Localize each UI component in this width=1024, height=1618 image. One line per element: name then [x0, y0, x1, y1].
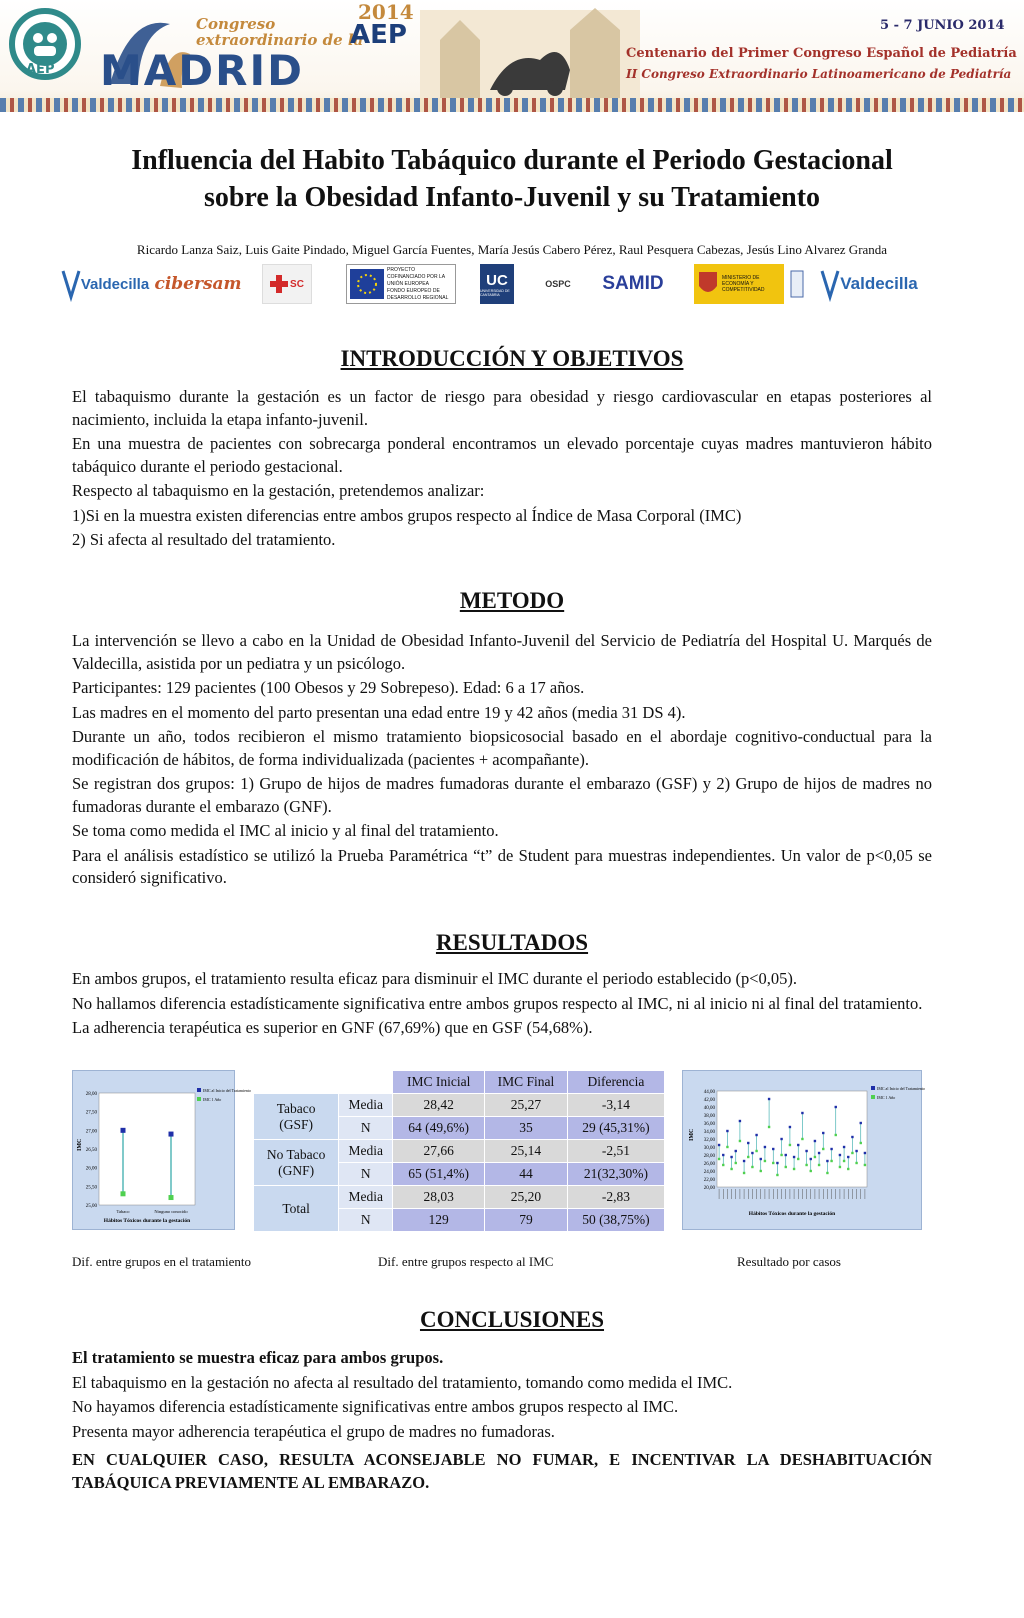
table-cell: 35: [484, 1117, 567, 1140]
y-tick-label: 25,50: [85, 1185, 97, 1191]
y-tick-label: 30,00: [703, 1146, 715, 1151]
data-point: [169, 1132, 174, 1137]
data-point: [847, 1156, 849, 1158]
data-point: [780, 1138, 782, 1140]
chart-group-difference: [72, 1070, 251, 1230]
table-cell: 21(32,30%): [567, 1163, 664, 1186]
y-axis-label: IMC: [77, 1138, 83, 1151]
metodo-paragraph: Para el análisis estadístico se utilizó la Prueba Paramétrica “t” de Student para muestras independientes. Un valor de p<0,05 se consideró significativo.: [72, 845, 932, 887]
table-cell: 65 (51,4%): [393, 1163, 485, 1186]
data-point: [776, 1162, 778, 1164]
metodo-paragraph: Se registran dos grupos: 1) Grupo de hijos de madres fumadoras durante el embarazo (GSF) y 2) Grupo de hijos de madres no fumadoras durante el embarazo (GNF).: [72, 774, 932, 816]
decorative-frieze: [0, 98, 1024, 112]
eu-flag-icon: [350, 269, 384, 299]
metodo-paragraph: Se toma como medida el IMC al inicio y al final del tratamiento.: [72, 821, 499, 840]
data-point: [797, 1144, 799, 1146]
data-point: [169, 1195, 174, 1200]
data-point: [818, 1164, 820, 1166]
valdecilla-logo: Valdecilla: [66, 264, 144, 304]
data-point: [860, 1142, 862, 1144]
data-point: [864, 1152, 866, 1154]
data-point: [730, 1168, 732, 1170]
x-axis-label: Hábitos Tóxicos durante la gestación: [103, 1218, 191, 1224]
data-point: [793, 1156, 795, 1158]
ospc-logo: OSPC: [545, 279, 571, 289]
metodo-heading: METODO: [459, 588, 565, 613]
y-tick-label: 42,00: [703, 1098, 715, 1103]
data-point: [726, 1130, 728, 1132]
table-cell: 25,14: [484, 1140, 567, 1163]
y-tick-label: 27,00: [85, 1129, 97, 1135]
intro-objective-2: 2) Si afecta al resultado del tratamiento.: [72, 530, 336, 549]
data-point: [835, 1134, 837, 1136]
y-tick-label: 26,00: [85, 1166, 97, 1172]
scs-logo: SC: [262, 264, 312, 304]
data-point: [851, 1136, 853, 1138]
data-point: [843, 1160, 845, 1162]
chart-results-by-case-svg: [683, 1071, 925, 1229]
aep-brand: AEP: [350, 20, 407, 50]
data-point: [751, 1152, 753, 1154]
plot-area: [99, 1093, 195, 1205]
red-cross-icon: [270, 275, 288, 293]
y-tick-label: 26,50: [85, 1148, 97, 1153]
y-tick-label: 24,00: [703, 1170, 715, 1175]
caption-chart-1: Dif. entre grupos en el tratamiento: [72, 1254, 252, 1269]
legend-swatch: [197, 1097, 201, 1101]
congress-year: 2014: [358, 0, 414, 24]
table-row: [254, 1094, 665, 1117]
centenario-tagline: Centenario del Primer Congreso Español de Pediatría: [626, 46, 1017, 61]
data-point: [789, 1144, 791, 1146]
data-point: [822, 1132, 824, 1134]
intro-paragraph: En una muestra de pacientes con sobrecarga ponderal encontramos un elevado porcentaje cuyas madres mantuvieron hábito tabáquico durante el periodo gestacional.: [72, 434, 932, 476]
legend-label: IMC al Inicio del Tratamiento: [877, 1086, 925, 1091]
congress-banner: [0, 0, 1024, 112]
data-point: [835, 1106, 837, 1108]
results-table: [253, 1070, 665, 1232]
chart-results-by-case: [682, 1070, 925, 1230]
y-tick-label: 32,00: [703, 1138, 715, 1143]
authors-line: Ricardo Lanza Saiz, Luis Gaite Pindado, Miguel García Fuentes, María Jesús Cabero Pérez, Raul Pesquera Cabezas, Jesús Lino Alvarez Granda: [136, 242, 888, 257]
table-cell: 44: [484, 1163, 567, 1186]
legend-label: IMC al Inicio del Tratamiento: [203, 1088, 251, 1093]
table-cell: 28,03: [393, 1186, 485, 1209]
table-cell: 27,66: [393, 1140, 485, 1163]
cibeles-monument-illustration: [420, 0, 640, 100]
legend-label: IMC 1 Año: [203, 1097, 222, 1102]
congreso-line2: extraordinario de la: [196, 31, 364, 49]
legend-swatch: [197, 1088, 201, 1092]
table-corner: [254, 1071, 339, 1094]
data-point: [751, 1166, 753, 1168]
table-cell: 64 (49,6%): [393, 1117, 485, 1140]
data-point: [722, 1154, 724, 1156]
table-cell: -2,83: [567, 1186, 664, 1209]
group-label-tabaco: Tabaco (GSF): [254, 1094, 339, 1140]
instituto-carlos-iii-logo: [786, 264, 808, 304]
legend-swatch: [871, 1086, 875, 1090]
y-tick-label: 34,00: [703, 1130, 715, 1135]
table-corner: [339, 1071, 393, 1094]
title-line-1: Influencia del Habito Tabáquico durante el Periodo Gestacional: [131, 145, 893, 176]
intro-objective-1: 1)Si en la muestra existen diferencias entre ambos grupos respecto al Índice de Masa Corporal (IMC): [72, 505, 742, 525]
metodo-paragraph: Durante un año, todos recibieron el mismo tratamiento biopsicosocial basado en el abordaje cognitivo-conductual para la modificación de hábitos, de forma individualizada (pacientes + acompañante).: [72, 727, 932, 769]
data-point: [121, 1191, 126, 1196]
feder-logo: PROYECTO COFINANCIADO POR LA UNIÓN EUROPEA FONDO EUROPEO DE DESARROLLO REGIONAL: [346, 264, 456, 304]
data-point: [764, 1146, 766, 1148]
intro-paragraph: El tabaquismo durante la gestación es un factor de riesgo para obesidad y riesgo cardiovascular en etapas posteriores al nacimiento, incluida la etapa infanto-juvenil.: [72, 387, 932, 429]
data-point: [760, 1170, 762, 1172]
y-tick-label: 27,50: [85, 1110, 97, 1116]
universidad-cantabria-logo: UC UNIVERSIDAD DE CANTABRIA: [480, 264, 514, 304]
table-cell: 29 (45,31%): [567, 1117, 664, 1140]
resultados-body: [72, 968, 932, 1042]
data-point: [768, 1126, 770, 1128]
data-point: [830, 1160, 832, 1162]
table-header-cell: IMC Final: [484, 1071, 567, 1094]
data-point: [864, 1164, 866, 1166]
data-point: [718, 1144, 720, 1146]
data-point: [805, 1150, 807, 1152]
conclusiones-body: [72, 1347, 932, 1496]
aep-logo-text: AEP: [26, 62, 55, 77]
metodo-paragraph: Las madres en el momento del parto presentan una edad entre 19 y 42 años (media 31 DS 4).: [72, 702, 686, 722]
y-tick-label: 20,00: [703, 1186, 715, 1191]
resultados-paragraph: La adherencia terapéutica es superior en GNF (67,69%) que en GSF (54,68%).: [72, 1018, 593, 1037]
data-point: [739, 1120, 741, 1122]
data-point: [121, 1128, 126, 1133]
data-point: [768, 1098, 770, 1100]
group-label-no-tabaco: No Tabaco (GNF): [254, 1140, 339, 1186]
caption-table: Dif. entre grupos respecto al IMC: [378, 1254, 554, 1269]
y-axis-label: IMC: [689, 1128, 695, 1141]
aep-logo: [8, 6, 82, 94]
sponsor-logos: [60, 264, 960, 308]
y-tick-label: 40,00: [703, 1106, 715, 1111]
plot-area: [717, 1091, 867, 1187]
table-header-row: [254, 1071, 665, 1094]
data-point: [830, 1148, 832, 1150]
conclusion-recommendation: EN CUALQUIER CASO, RESULTA ACONSEJABLE NO FUMAR, E INCENTIVAR LA DESHABITUACIÓN TABÁQUICA PREVIAMENTE AL EMBARAZO.: [72, 1450, 932, 1492]
x-tick-label: Ninguno conocido: [154, 1209, 188, 1214]
data-point: [801, 1138, 803, 1140]
data-point: [735, 1150, 737, 1152]
table-cell: 28,42: [393, 1094, 485, 1117]
row-label: N: [339, 1117, 393, 1140]
conclusion-paragraph: El tabaquismo en la gestación no afecta al resultado del tratamiento, tomando como medida el IMC.: [72, 1372, 733, 1392]
y-tick-label: 28,00: [85, 1092, 97, 1097]
intro-body: [72, 386, 932, 554]
data-point: [747, 1156, 749, 1158]
row-label: Media: [339, 1094, 393, 1117]
data-point: [822, 1148, 824, 1150]
y-tick-label: 28,00: [703, 1154, 715, 1159]
conclusion-bold: El tratamiento se muestra eficaz para ambos grupos.: [72, 1348, 444, 1367]
data-point: [755, 1150, 757, 1152]
table-cell: -3,14: [567, 1094, 664, 1117]
row-label: Media: [339, 1140, 393, 1163]
poster-title: [40, 142, 984, 216]
congress-dates: 5 - 7 JUNIO 2014: [880, 18, 1005, 33]
table-row: [254, 1140, 665, 1163]
data-point: [789, 1126, 791, 1128]
y-tick-label: 38,00: [703, 1114, 715, 1119]
samid-logo: SAMID: [602, 273, 664, 294]
row-label: N: [339, 1163, 393, 1186]
y-tick-label: 22,00: [703, 1178, 715, 1183]
row-label: Media: [339, 1186, 393, 1209]
legend-label: IMC 1 Año: [877, 1095, 896, 1100]
data-point: [760, 1158, 762, 1160]
data-point: [860, 1122, 862, 1124]
data-point: [726, 1146, 728, 1148]
segundo-congreso-tagline: II Congreso Extraordinario Latinoamericano de Pediatría: [626, 67, 1012, 81]
data-point: [839, 1166, 841, 1168]
conclusiones-heading: CONCLUSIONES: [419, 1307, 605, 1332]
data-point: [810, 1158, 812, 1160]
data-point: [818, 1152, 820, 1154]
conclusion-paragraph: Presenta mayor adherencia terapéutica el grupo de madres no fumadoras.: [72, 1421, 555, 1441]
y-tick-label: 36,00: [703, 1122, 715, 1127]
x-axis-label: Hábitos Tóxicos durante la gestación: [748, 1211, 836, 1217]
title-line-2: sobre la Obesidad Infanto-Juvenil y su Tratamiento: [203, 182, 821, 213]
data-point: [810, 1170, 812, 1172]
spain-shield-icon: [697, 270, 719, 298]
data-point: [755, 1134, 757, 1136]
legend-swatch: [871, 1095, 875, 1099]
data-point: [743, 1160, 745, 1162]
ministerio-logo: MINISTERIO DE ECONOMÍA Y COMPETITIVIDAD: [694, 264, 784, 304]
conclusion-paragraph: No hayamos diferencia estadísticamente significativas entre ambos grupos respecto al IMC.: [72, 1397, 679, 1416]
data-point: [735, 1162, 737, 1164]
intro-heading: INTRODUCCIÓN Y OBJETIVOS: [340, 346, 684, 371]
data-point: [855, 1162, 857, 1164]
data-point: [797, 1158, 799, 1160]
data-point: [826, 1172, 828, 1174]
y-tick-label: 25,00: [85, 1204, 97, 1209]
data-point: [814, 1140, 816, 1142]
cibersam-logo: cibersam: [154, 274, 242, 294]
resultados-heading: RESULTADOS: [435, 930, 589, 955]
metodo-body: [72, 630, 932, 892]
data-point: [772, 1162, 774, 1164]
data-point: [772, 1148, 774, 1150]
table-cell: 25,20: [484, 1186, 567, 1209]
congreso-line1: Congreso: [196, 15, 276, 33]
data-point: [814, 1156, 816, 1158]
row-label: N: [339, 1209, 393, 1232]
madrid-wordmark: MADRID: [100, 46, 304, 95]
data-point: [764, 1160, 766, 1162]
valdecilla-v-icon: [820, 269, 840, 299]
valdecilla-v-icon: [61, 269, 81, 299]
data-point: [743, 1172, 745, 1174]
table-cell: 129: [393, 1209, 485, 1232]
data-point: [785, 1166, 787, 1168]
data-point: [776, 1174, 778, 1176]
data-point: [805, 1164, 807, 1166]
table-cell: 50 (38,75%): [567, 1209, 664, 1232]
y-tick-label: 26,00: [703, 1162, 715, 1167]
data-point: [847, 1168, 849, 1170]
data-point: [718, 1158, 720, 1160]
data-point: [851, 1152, 853, 1154]
resultados-paragraph: En ambos grupos, el tratamiento resulta eficaz para disminuir el IMC durante el periodo establecido (p<0,05).: [72, 969, 797, 988]
data-point: [843, 1146, 845, 1148]
data-point: [739, 1140, 741, 1142]
metodo-paragraph: La intervención se llevo a cabo en la Unidad de Obesidad Infanto-Juvenil del Servicio de Pediatría del Hospital U. Marqués de Valdecilla, asistida por un pediatra y un psicólogo.: [72, 631, 932, 673]
data-point: [747, 1142, 749, 1144]
table-cell: 79: [484, 1209, 567, 1232]
data-point: [722, 1164, 724, 1166]
resultados-paragraph: No hallamos diferencia estadísticamente significativa entre ambos grupos respecto al IMC, ni al inicio ni al final del tratamiento.: [72, 993, 923, 1013]
data-point: [793, 1168, 795, 1170]
data-point: [855, 1150, 857, 1152]
table-cell: 25,27: [484, 1094, 567, 1117]
data-point: [826, 1160, 828, 1162]
chart-group-difference-svg: [73, 1071, 251, 1229]
valdecilla-logo-2: Valdecilla: [824, 264, 914, 304]
table-row: [254, 1186, 665, 1209]
table-header-cell: Diferencia: [567, 1071, 664, 1094]
data-point: [839, 1154, 841, 1156]
metodo-paragraph: Participantes: 129 pacientes (100 Obesos y 29 Sobrepeso). Edad: 6 a 17 años.: [72, 678, 585, 697]
table-cell: -2,51: [567, 1140, 664, 1163]
data-point: [801, 1112, 803, 1114]
data-point: [785, 1154, 787, 1156]
intro-paragraph: Respecto al tabaquismo en la gestación, pretendemos analizar:: [72, 481, 485, 500]
institute-emblem-icon: [788, 269, 806, 299]
data-point: [780, 1154, 782, 1156]
data-point: [730, 1156, 732, 1158]
table-header-cell: IMC Inicial: [393, 1071, 485, 1094]
caption-chart-2: Resultado por casos: [737, 1254, 841, 1269]
y-tick-label: 44,00: [703, 1090, 715, 1095]
group-label-total: Total: [254, 1186, 339, 1232]
x-tick-label: Tabaco: [116, 1209, 130, 1214]
